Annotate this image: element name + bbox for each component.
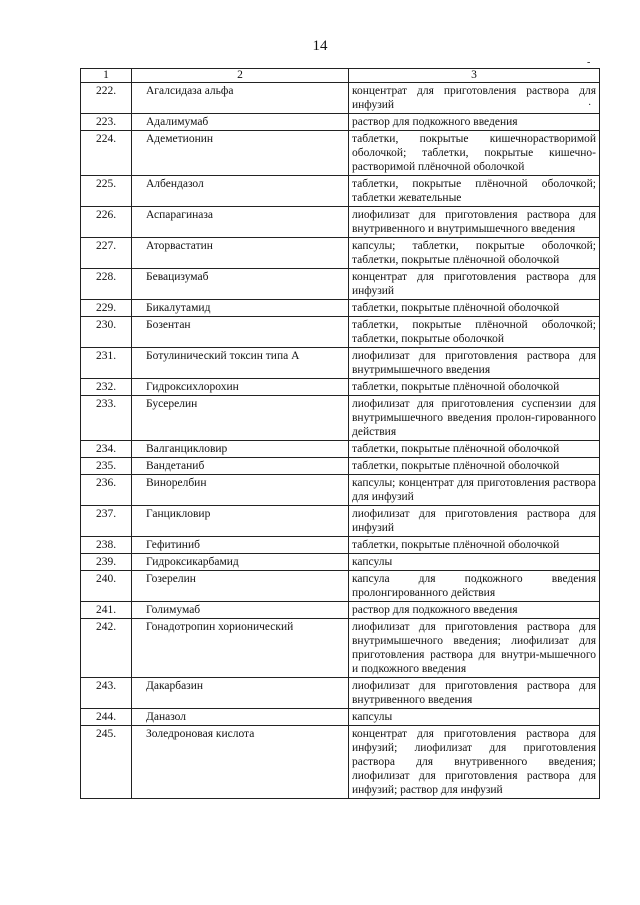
table-row [81, 396, 600, 441]
drug-name: Гозерелин [132, 571, 349, 602]
row-number: 237. [81, 506, 132, 537]
dosage-form: таблетки, покрытые плёночной оболочкой [349, 537, 600, 554]
table-row [81, 114, 600, 131]
drug-name: Гидроксикарбамид [132, 554, 349, 571]
row-number: 228. [81, 269, 132, 300]
row-number: 225. [81, 176, 132, 207]
drug-name: Гефитиниб [132, 537, 349, 554]
table-row [81, 554, 600, 571]
row-number: 241. [81, 602, 132, 619]
drug-name: Аспарагиназа [132, 207, 349, 238]
drug-name: Адеметионин [132, 131, 349, 176]
page-number: 14 [312, 38, 328, 54]
table-header-row [81, 69, 600, 83]
table-row [81, 379, 600, 396]
column-header-form: 3 [349, 69, 600, 83]
row-number: 232. [81, 379, 132, 396]
drug-name: Валганцикловир [132, 441, 349, 458]
dosage-form: лиофилизат для приготовления суспензии для внутримышечного введения пролон-гированного действия [349, 396, 600, 441]
table-row [81, 537, 600, 554]
table-row [81, 131, 600, 176]
dosage-form: раствор для подкожного введения [349, 114, 600, 131]
dosage-form: капсулы; концентрат для приготовления раствора для инфузий [349, 475, 600, 506]
row-number: 245. [81, 726, 132, 799]
drug-name: Ганцикловир [132, 506, 349, 537]
table-row [81, 458, 600, 475]
table-row [81, 571, 600, 602]
dosage-form: концентрат для приготовления раствора для инфузий [349, 83, 600, 114]
drug-name: Гонадотропин хорионический [132, 619, 349, 678]
table-row [81, 348, 600, 379]
table-row [81, 83, 600, 114]
dosage-form: таблетки, покрытые плёночной оболочкой; таблетки, покрытые оболочкой [349, 317, 600, 348]
drug-name: Аторвастатин [132, 238, 349, 269]
drug-name: Вандетаниб [132, 458, 349, 475]
dosage-form: капсулы [349, 709, 600, 726]
dosage-form: капсула для подкожного введения пролонгированного действия [349, 571, 600, 602]
drug-name: Бозентан [132, 317, 349, 348]
drug-name: Адалимумаб [132, 114, 349, 131]
row-number: 233. [81, 396, 132, 441]
drug-name: Агалсидаза альфа [132, 83, 349, 114]
dosage-form: концентрат для приготовления раствора для инфузий; лиофилизат для приготовления раствора для внутривенного введения; лиофилизат для приготовления раствора для инфузий; раствор для инфузий [349, 726, 600, 799]
dosage-form: лиофилизат для приготовления раствора для внутривенного и внутримышечного введения [349, 207, 600, 238]
drug-name: Гидроксихлорохин [132, 379, 349, 396]
table-row [81, 709, 600, 726]
row-number: 240. [81, 571, 132, 602]
row-number: 231. [81, 348, 132, 379]
dosage-form: таблетки, покрытые плёночной оболочкой [349, 458, 600, 475]
scan-mark: - [587, 57, 591, 68]
table-row [81, 207, 600, 238]
dosage-form: концентрат для приготовления раствора для инфузий [349, 269, 600, 300]
drug-name: Бевацизумаб [132, 269, 349, 300]
table-row [81, 269, 600, 300]
drug-name: Дакарбазин [132, 678, 349, 709]
table-row [81, 726, 600, 799]
scan-mark: · [588, 100, 592, 111]
column-header-name: 2 [132, 69, 349, 83]
table-row [81, 441, 600, 458]
dosage-form: таблетки, покрытые плёночной оболочкой [349, 441, 600, 458]
drug-table [80, 68, 600, 799]
row-number: 242. [81, 619, 132, 678]
drug-name: Золедроновая кислота [132, 726, 349, 799]
drug-name: Бикалутамид [132, 300, 349, 317]
row-number: 223. [81, 114, 132, 131]
dosage-form: таблетки, покрытые кишечнорастворимой оболочкой; таблетки, покрытые кишечно-растворимой плёночной оболочкой [349, 131, 600, 176]
table-body [81, 69, 600, 799]
dosage-form: лиофилизат для приготовления раствора для внутримышечного введения [349, 348, 600, 379]
table-row [81, 678, 600, 709]
drug-name: Голимумаб [132, 602, 349, 619]
row-number: 239. [81, 554, 132, 571]
column-header-number: 1 [81, 69, 132, 83]
row-number: 236. [81, 475, 132, 506]
dosage-form: лиофилизат для приготовления раствора для инфузий [349, 506, 600, 537]
dosage-form: раствор для подкожного введения [349, 602, 600, 619]
drug-name: Даназол [132, 709, 349, 726]
row-number: 244. [81, 709, 132, 726]
table-row [81, 176, 600, 207]
row-number: 227. [81, 238, 132, 269]
dosage-form: лиофилизат для приготовления раствора для внутримышечного введения; лиофилизат для приготовления раствора для внутри-мышечного и подкожного введения [349, 619, 600, 678]
row-number: 222. [81, 83, 132, 114]
row-number: 238. [81, 537, 132, 554]
row-number: 243. [81, 678, 132, 709]
drug-name: Винорелбин [132, 475, 349, 506]
drug-name: Ботулинический токсин типа А [132, 348, 349, 379]
dosage-form: капсулы; таблетки, покрытые оболочкой; таблетки, покрытые плёночной оболочкой [349, 238, 600, 269]
row-number: 235. [81, 458, 132, 475]
table-row [81, 506, 600, 537]
table-row [81, 317, 600, 348]
dosage-form: таблетки, покрытые плёночной оболочкой [349, 300, 600, 317]
row-number: 234. [81, 441, 132, 458]
row-number: 226. [81, 207, 132, 238]
drug-name: Албендазол [132, 176, 349, 207]
table-row [81, 300, 600, 317]
table-row [81, 238, 600, 269]
drug-name: Бусерелин [132, 396, 349, 441]
dosage-form: капсулы [349, 554, 600, 571]
row-number: 224. [81, 131, 132, 176]
table-row [81, 475, 600, 506]
table-row [81, 619, 600, 678]
row-number: 230. [81, 317, 132, 348]
dosage-form: таблетки, покрытые плёночной оболочкой [349, 379, 600, 396]
dosage-form: лиофилизат для приготовления раствора для внутривенного введения [349, 678, 600, 709]
dosage-form: таблетки, покрытые плёночной оболочкой; таблетки жевательные [349, 176, 600, 207]
table-row [81, 602, 600, 619]
row-number: 229. [81, 300, 132, 317]
